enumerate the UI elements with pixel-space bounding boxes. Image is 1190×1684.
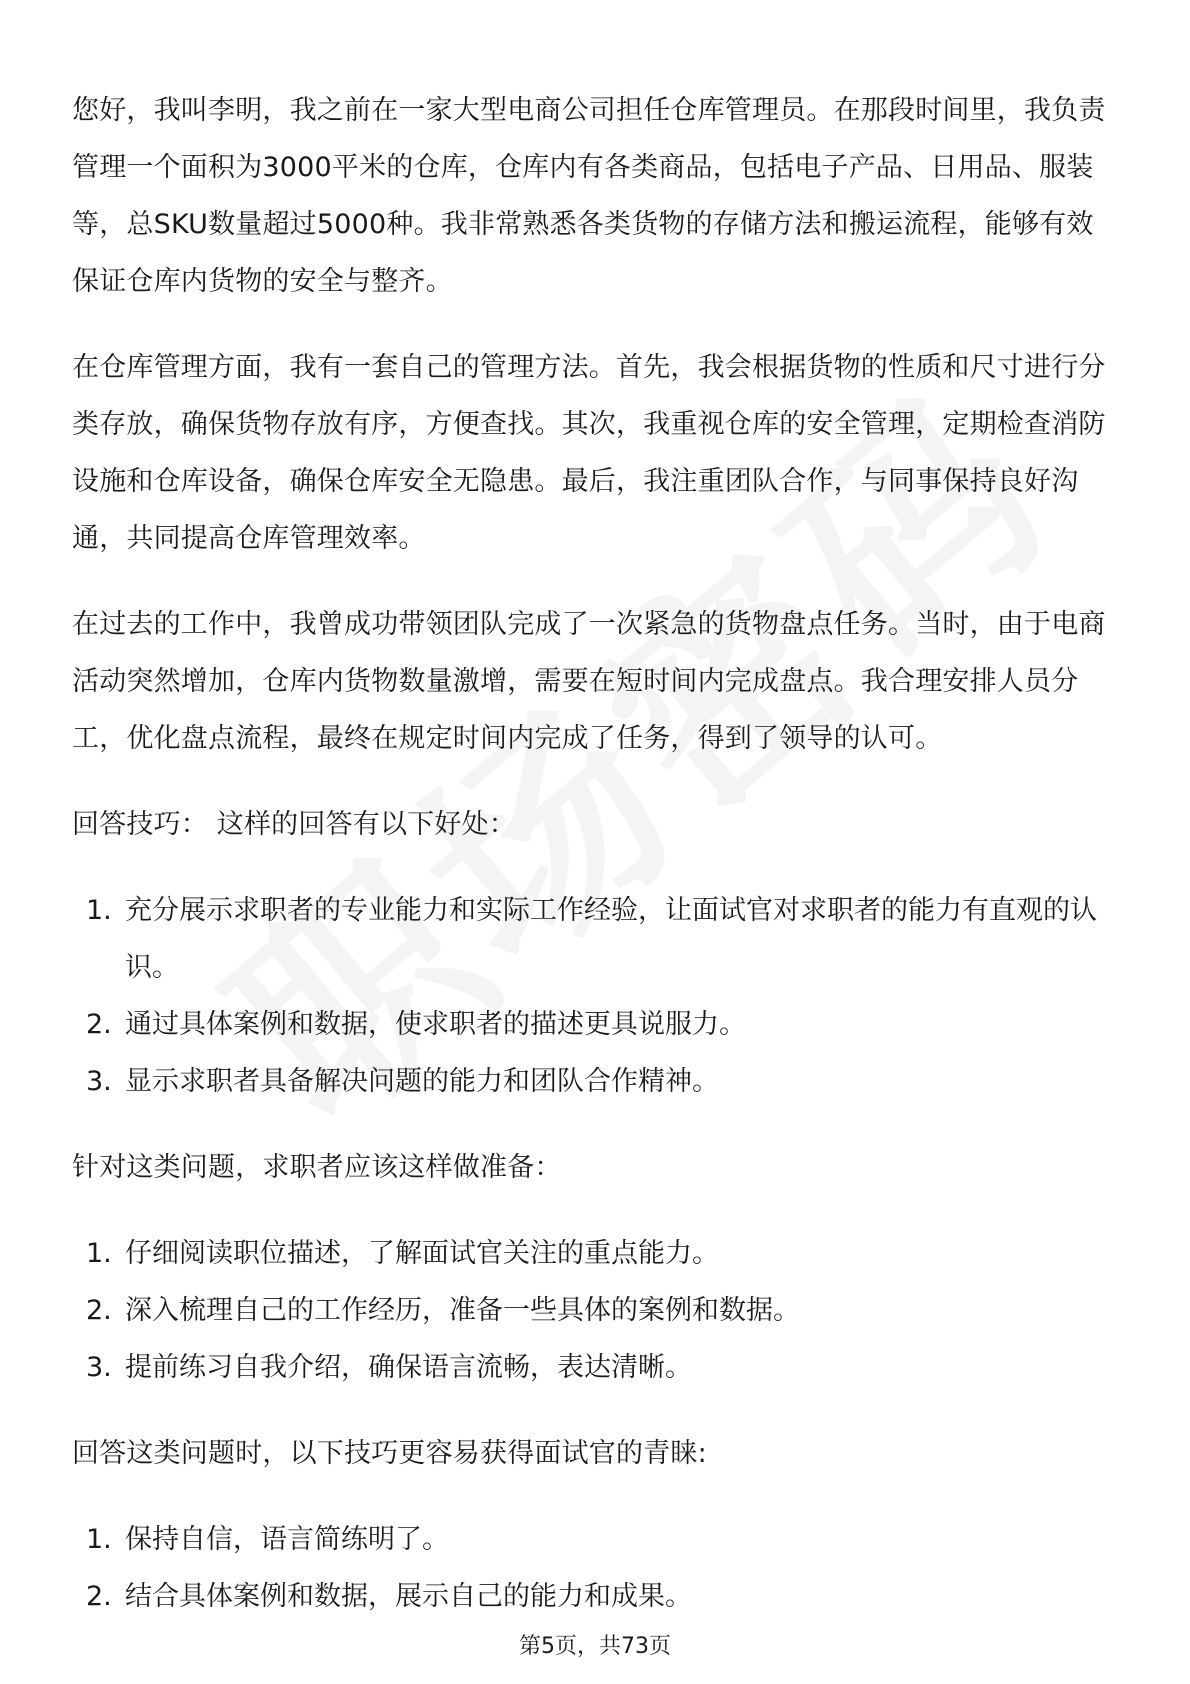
list-item: 1. 仔细阅读职位描述，了解面试官关注的重点能力。 [86, 1238, 719, 1269]
section-heading-preparation: 针对这类问题，求职者应该这样做准备： [72, 1152, 562, 1183]
preparation-list [72, 1225, 1118, 1396]
paragraph-experience: 在过去的工作中，我曾成功带领团队完成了一次紧急的货物盘点任务。当时，由于电商活动突然增加，仓库内货物数量激增，需要在短时间内完成盘点。我合理安排人员分工，优化盘点流程，最终在规定时间内完成了任务，得到了领导的认可。 [72, 609, 1106, 754]
list-item: 1. 充分展示求职者的专业能力和实际工作经验，让面试官对求职者的能力有直观的认识。 [86, 895, 1097, 983]
page-number: 第5页，共73页 [519, 1634, 671, 1659]
list-item: 3. 提前练习自我介绍，确保语言流畅，表达清晰。 [86, 1352, 692, 1383]
paragraph-management: 在仓库管理方面，我有一套自己的管理方法。首先，我会根据货物的性质和尺寸进行分类存放，确保货物存放有序，方便查找。其次，我重视仓库的安全管理，定期检查消防设施和仓库设备，确保仓库安全无隐患。最后，我注重团队合作，与同事保持良好沟通，共同提高仓库管理效率。 [72, 352, 1106, 554]
list-item: 2. 通过具体案例和数据，使求职者的描述更具说服力。 [86, 1009, 746, 1040]
list-item: 2. 结合具体案例和数据，展示自己的能力和成果。 [86, 1581, 692, 1612]
list-item: 3. 显示求职者具备解决问题的能力和团队合作精神。 [86, 1066, 719, 1097]
document-body [72, 82, 1118, 1625]
list-item: 2. 深入梳理自己的工作经历，准备一些具体的案例和数据。 [86, 1295, 800, 1326]
list-item: 1. 保持自信，语言简练明了。 [86, 1524, 449, 1555]
paragraph-intro: 您好，我叫李明，我之前在一家大型电商公司担任仓库管理员。在那段时间里，我负责管理一个面积为3000平米的仓库，仓库内有各类商品，包括电子产品、日用品、服装等，总SKU数量超过5000种。我非常熟悉各类货物的存储方法和搬运流程，能够有效保证仓库内货物的安全与整齐。 [72, 95, 1106, 297]
section-heading-tips: 回答技巧： 这样的回答有以下好处： [72, 809, 516, 840]
section-heading-techniques: 回答这类问题时，以下技巧更容易获得面试官的青睐: [72, 1438, 707, 1469]
techniques-list [72, 1511, 1118, 1625]
tips-list [72, 882, 1118, 1110]
